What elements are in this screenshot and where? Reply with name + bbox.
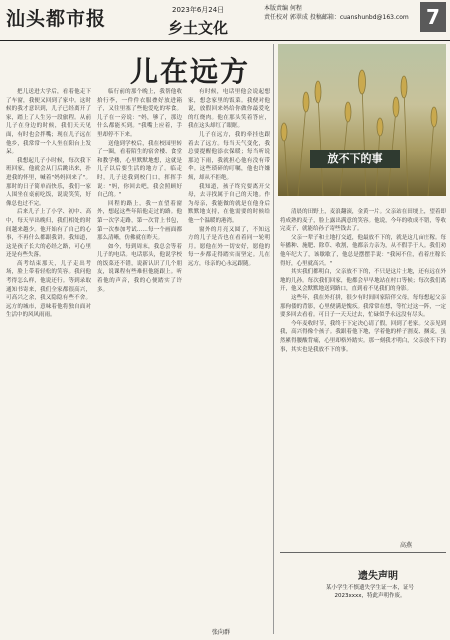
wheat-field-photo: [278, 44, 446, 196]
sidebar-author: 高燕: [400, 542, 413, 549]
paragraph: 送他到学校后，我在校园里转了一圈，看着陌生的宿舍楼、食堂和教学楼，心里默默地想，这就是儿子以后要生活的地方了。临走时，儿子送我到校门口，挥挥手说："妈，你回去吧，我会照顾好自己的。": [97, 140, 182, 199]
lost-notice-title: 遗失声明: [358, 571, 398, 582]
paragraph: 高考结束那天，儿子走出考场，脸上带着轻松的笑容。我问他考得怎么样，他说还行。等到录取通知书寄来，我们全家都很高兴，可高兴之余，我又隐隐有些不舍。远方的城市，意味着他将独自面对生活中的风风雨雨。: [6, 260, 91, 319]
paragraph: 儿子在远方，我的牵挂也跟着去了远方。每当天气变化，我总要提醒他添衣保暖；每当听说那边下雨，我就担心他有没有带伞。这些琐碎的叮嘱，他也许嫌烦，却从不拒绝。: [188, 131, 270, 181]
paragraph: 今年麦收时节，我终于下定决心请了假，回到了老家。父亲见到我，高兴得像个孩子。我跟着他下地，学着他的样子割麦、捆麦，虽然累得腰酸背痛，心里却格外踏实。那一刻我才明白，父亲放不下的事，其实也是我放不下的事。: [280, 320, 446, 353]
editor-info: [264, 4, 409, 22]
paragraph: 我想起儿子小时候，每次我下班回家，他就会从门后跳出来，扑进我的怀里，喊着"妈妈回来了"。那时的日子简单而快乐，我们一家人围坐在桌前吃饭，说说笑笑，好像总也过不完。: [6, 157, 91, 207]
issue-date: 2023年6月24日: [172, 6, 225, 14]
paragraph: 如今，每到周末，我总会等着儿子的电话。电话那头，他说学校的饭菜还不错，说新认识了几个朋友，说课程有些难但他能跟上。听着他的声音，我的心便踏实了许多。: [97, 243, 182, 293]
page-header: [0, 0, 450, 41]
paragraph: 后来儿子上了小学、初中、高中，每天早出晚归，我们相处的时间越来越少。他开始有了自己的心事，不再什么都跟我讲。我知道，这是孩子长大的必经之路，可心里还是有些失落。: [6, 209, 91, 259]
editor-line-1: 本版责编 何程: [264, 5, 302, 12]
editor-line-2: 责任校对 郭翠成 投稿邮箱：cuanshunbd@163.com: [264, 14, 409, 21]
paragraph: 我知道，孩子终究要离开父母，去寻找属于自己的天地。作为母亲，我能做的就是在他身后默默地支持，在他需要的时候给他一个温暖的港湾。: [188, 183, 270, 224]
paragraph: 清晨的田野上，麦浪翻滚，金黄一片。父亲站在田埂上，望着即将成熟的麦子，脸上露出满意的笑容。他说，今年的收成不错，等收完麦子，就能给孙子寄些钱去了。: [280, 209, 446, 233]
paragraph: 有时候，电话里他会说起想家，想念家里的饭菜。我便对他说，放假回来妈给你做你最爱吃的红烧肉。他在那头笑着答应，我在这头却红了眼眶。: [188, 89, 270, 130]
article-headline: 儿在远方: [129, 55, 250, 88]
article-column-3: [188, 88, 270, 628]
sidebar-article-title: 放不下的事: [310, 150, 400, 168]
article-column-1: [6, 88, 91, 628]
paragraph: 临行前的那个晚上，我帮他收拾行李，一件件衣服叠好放进箱子，又往里塞了些他爱吃的零食。儿子在一旁说："妈，够了，那边什么都能买到。"我嘴上应着，手里却停不下来。: [97, 89, 182, 138]
paragraph: 其实我们都明白，父亲放不下的，不只是这片土地，还有远在外地的儿孙。每次我们回家，他都会早早地站在村口等候；每次我们离开，他又会默默地送到路口，直到看不见我们的身影。: [280, 269, 446, 293]
wheat-illustration: [278, 44, 446, 196]
section-title: 乡土文化: [168, 19, 229, 37]
newspaper-masthead: 汕头都市报: [6, 8, 107, 30]
paragraph: 回程的路上，我一直望着窗外，想起这些年陪他走过的路。他第一次学走路，第一次背上书包，第一次参加考试……每一个画面都那么清晰，仿佛就在昨天。: [97, 200, 182, 242]
article-column-2: [97, 88, 182, 628]
paragraph: 窗外的月亮又圆了，不知远方的儿子是否也在看着同一轮明月。愿他在外一切安好，愿他的每一步都走得踏实而坚定。儿在远方，母亲的心永远跟随。: [188, 226, 270, 267]
notice-divider: [280, 552, 446, 553]
page-number: 7: [420, 2, 446, 32]
article-author: 张向群: [212, 629, 231, 636]
paragraph: 把儿送进大学后，看着他走下了车窗，我便又回到了家中。这时候的我才意识到，儿子已经离开了家，踏上了人生另一段旅程。从前儿子在身边的时候，我们天天见面，有时也会拌嘴；现在儿子远在他乡，我常常一个人坐在阳台上发呆。: [6, 89, 91, 156]
sidebar-article-body: [280, 208, 446, 538]
paragraph: 这些年，我在外打拼，很少有时间回家陪伴父母。每每想起父亲那佝偻的背影，心里便满是愧疚。我常常在想，等忙过这一阵，一定要多回去看看。可日子一天天过去，忙碌似乎永远没有尽头。: [280, 294, 446, 319]
paragraph: 父亲一辈子和土地打交道，他最放不下的，就是这几亩庄稼。每年播种、施肥、除草、收割，他都亲力亲为，从不假手于人。我们劝他年纪大了，该歇歇了，他总是摆摆手说："我闲不住，看着庄稼长得好，心里就高兴。": [280, 234, 446, 267]
lost-notice-body: 某小学生不慎遗失学生证一本，证号2023xxxx，特此声明作废。: [325, 585, 414, 599]
column-divider: [273, 44, 274, 634]
